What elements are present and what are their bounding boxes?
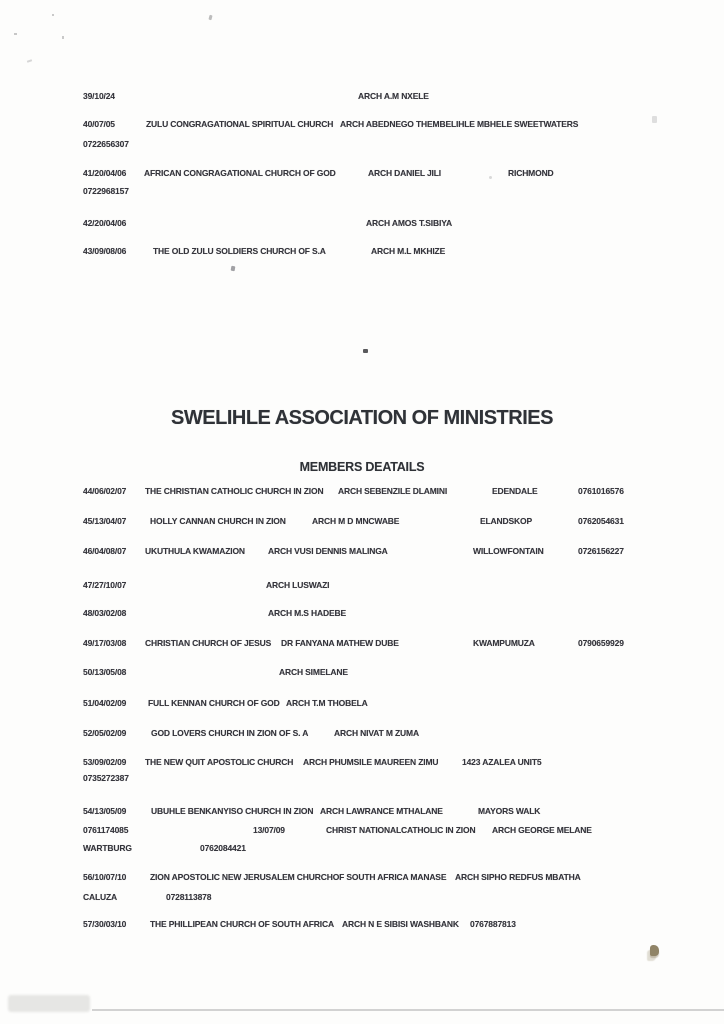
entry-id-date: 51/04/02/09: [83, 698, 127, 708]
church-name: HOLLY CANNAN CHURCH IN ZION: [150, 516, 286, 526]
phone-number: 0761174085: [83, 825, 129, 835]
leader-name: ARCH M.L MKHIZE: [371, 246, 446, 256]
church-name: UBUHLE BENKANYISO CHURCH IN ZION: [151, 806, 314, 816]
scan-speck-artifact: [208, 15, 212, 21]
church-name: ZION APOSTOLIC NEW JERUSALEM CHURCHOF SOUTH AFRICA MANASE: [150, 872, 447, 882]
entry-id-date: 54/13/05/09: [83, 806, 127, 816]
member-row: [0, 773, 724, 785]
entry-id-date: 48/03/02/08: [83, 608, 127, 618]
entry-id-date: 46/04/08/07: [83, 546, 127, 556]
member-row: [0, 516, 724, 528]
leader-name: ARCH SEBENZILE DLAMINI: [338, 486, 448, 496]
member-row: [0, 892, 724, 904]
location: SWEETWATERS: [514, 119, 579, 129]
church-name: CHRISTIAN CHURCH OF JESUS: [145, 638, 272, 648]
phone-number: 0790659929: [578, 638, 624, 648]
scan-edge-smudge: [8, 995, 90, 1012]
member-row: [0, 806, 724, 818]
leader-name: ARCH NIVAT M ZUMA: [334, 728, 419, 738]
location: KWAMPUMUZA: [473, 638, 535, 648]
church-name: FULL KENNAN CHURCH OF GOD: [148, 698, 280, 708]
member-row: [0, 119, 724, 131]
phone-number: 0762054631: [578, 516, 624, 526]
entry-date: 13/07/09: [253, 825, 285, 835]
location: MAYORS WALK: [478, 806, 541, 816]
phone-number: 0762084421: [200, 843, 246, 853]
phone-number: 0726156227: [578, 546, 624, 556]
phone-number: 0722968157: [83, 186, 129, 196]
leader-name: ARCH M D MNCWABE: [312, 516, 400, 526]
ink-dot-artifact: [363, 349, 368, 353]
leader-name: ARCH ABEDNEGO THEMBELIHLE MBHELE: [340, 119, 512, 129]
member-row: [0, 728, 724, 740]
entry-id-date: 45/13/04/07: [83, 516, 127, 526]
leader-name: ARCH VUSI DENNIS MALINGA: [268, 546, 388, 556]
location: ELANDSKOP: [480, 516, 533, 526]
document-title: SWELIHLE ASSOCIATION OF MINISTRIES: [171, 407, 553, 430]
leader-name: DR FANYANA MATHEW DUBE: [281, 638, 399, 648]
phone-number: 0767887813: [470, 919, 516, 929]
member-row: [0, 218, 724, 230]
member-row: [0, 168, 724, 180]
member-row: [0, 698, 724, 710]
leader-name: ARCH T.M THOBELA: [286, 698, 368, 708]
member-row: [0, 843, 724, 855]
leader-name: ARCH LAWRANCE MTHALANE: [320, 806, 443, 816]
member-row: [0, 638, 724, 650]
member-row: [0, 825, 724, 837]
church-name: UKUTHULA KWAMAZION: [145, 546, 245, 556]
church-name: GOD LOVERS CHURCH IN ZION OF S. A: [151, 728, 309, 738]
member-row: [0, 608, 724, 620]
entry-id-date: 56/10/07/10: [83, 872, 127, 882]
location: RICHMOND: [508, 168, 554, 178]
phone-number: 0722656307: [83, 139, 129, 149]
church-name: CHRIST NATIONALCATHOLIC IN ZION: [326, 825, 476, 835]
entry-id-date: 43/09/08/06: [83, 246, 127, 256]
entry-id-date: 42/20/04/06: [83, 218, 127, 228]
document-subtitle: MEMBERS DEATAILS: [299, 460, 425, 475]
scan-speck-artifact: [27, 59, 32, 63]
entry-id-date: 40/07/05: [83, 119, 115, 129]
location: CALUZA: [83, 892, 118, 902]
member-row: [0, 186, 724, 198]
location: WILLOWFONTAIN: [473, 546, 544, 556]
leader-name: ARCH N E SIBISI WASHBANK: [342, 919, 459, 929]
church-name: THE CHRISTIAN CATHOLIC CHURCH IN ZION: [145, 486, 324, 496]
stain-speck-artifact: [650, 945, 659, 956]
location: EDENDALE: [492, 486, 538, 496]
member-row: [0, 667, 724, 679]
entry-id-date: 39/10/24: [83, 91, 115, 101]
phone-number: 0728113878: [166, 892, 212, 902]
scan-speck-artifact: [52, 14, 54, 16]
scan-edge-line: [92, 1009, 724, 1011]
member-row: [0, 139, 724, 151]
pen-mark-artifact: [231, 266, 236, 272]
leader-name: ARCH SIMELANE: [279, 667, 348, 677]
scan-speck-artifact: [62, 36, 64, 39]
phone-number: 0761016576: [578, 486, 624, 496]
leader-name: ARCH DANIEL JILI: [368, 168, 442, 178]
entry-id-date: 52/05/02/09: [83, 728, 127, 738]
member-row: [0, 872, 724, 884]
member-row: [0, 919, 724, 931]
location: 1423 AZALEA UNIT5: [462, 757, 542, 767]
location: WARTBURG: [83, 843, 132, 853]
church-name: THE NEW QUIT APOSTOLIC CHURCH: [145, 757, 294, 767]
leader-name: ARCH LUSWAZI: [266, 580, 330, 590]
entry-id-date: 57/30/03/10: [83, 919, 127, 929]
leader-name: ARCH SIPHO REDFUS MBATHA: [455, 872, 581, 882]
entry-id-date: 41/20/04/06: [83, 168, 127, 178]
phone-number: 0735272387: [83, 773, 129, 783]
member-row: [0, 546, 724, 558]
entry-id-date: 49/17/03/08: [83, 638, 127, 648]
church-name: THE OLD ZULU SOLDIERS CHURCH OF S.A: [153, 246, 326, 256]
member-row: [0, 757, 724, 769]
entry-id-date: 50/13/05/08: [83, 667, 127, 677]
church-name: AFRICAN CONGRAGATIONAL CHURCH OF GOD: [144, 168, 336, 178]
entry-id-date: 47/27/10/07: [83, 580, 127, 590]
entry-id-date: 53/09/02/09: [83, 757, 127, 767]
church-name: ZULU CONGRAGATIONAL SPIRITUAL CHURCH: [146, 119, 334, 129]
member-row: [0, 580, 724, 592]
church-name: THE PHILLIPEAN CHURCH OF SOUTH AFRICA: [150, 919, 334, 929]
member-row: [0, 486, 724, 498]
leader-name: ARCH PHUMSILE MAUREEN ZIMU: [303, 757, 439, 767]
leader-name: ARCH A.M NXELE: [358, 91, 429, 101]
leader-name: ARCH AMOS T.SIBIYA: [366, 218, 452, 228]
member-row: [0, 246, 724, 258]
member-row: [0, 91, 724, 103]
entry-id-date: 44/06/02/07: [83, 486, 127, 496]
leader-name: ARCH GEORGE MELANE: [492, 825, 592, 835]
leader-name: ARCH M.S HADEBE: [268, 608, 347, 618]
scan-speck-artifact: [14, 33, 17, 35]
